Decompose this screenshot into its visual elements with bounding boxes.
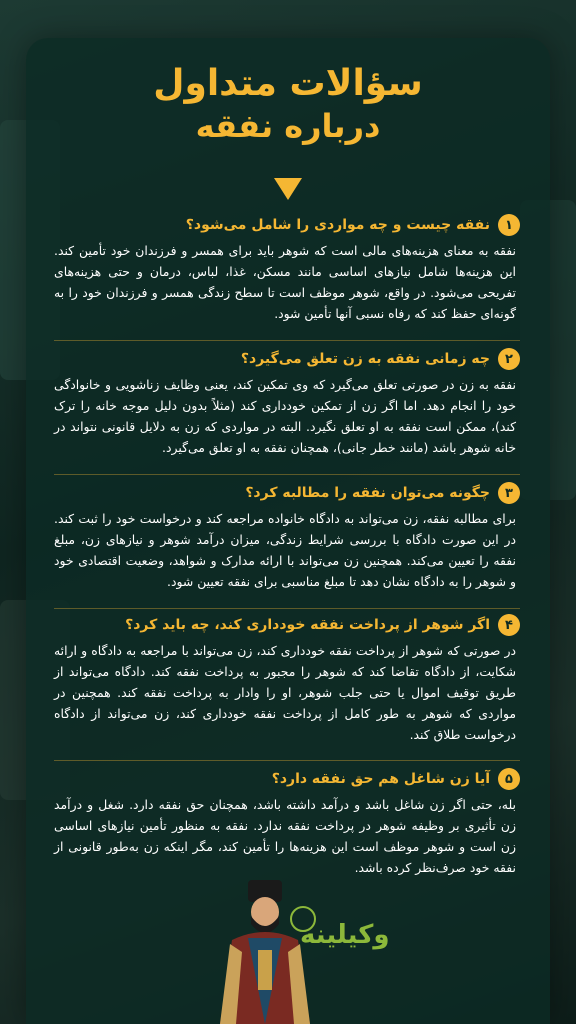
faq-question: چه زمانی نفقه به زن تعلق می‌گیرد؟ [240, 351, 490, 367]
faq-question: نفقه چیست و چه مواردی را شامل می‌شود؟ [185, 217, 490, 233]
question-number-badge: ۴ [498, 614, 520, 636]
triangle-down-icon [274, 178, 302, 200]
faq-answer: نفقه به معنای هزینه‌های مالی است که شوهر باید برای همسر و فرزندان خود تأمین کند. این هزینه‌ها شامل نیازهای اساسی مانند مسکن، غذا، لباس، درمان و حتی هزینه‌های تفریحی می‌شود. در واقع، شوهر موظف است تا سطح زندگی همسر و فرزندان خود را به گونه‌ای حفظ کند که رفاه نسبی آنها تأمین شود. [54, 243, 516, 321]
faq-question: چگونه می‌توان نفقه را مطالبه کرد؟ [245, 485, 490, 501]
faq-answer: نفقه به زن در صورتی تعلق می‌گیرد که وی تمکین کند، یعنی وظایف زناشویی و خانوادگی خود را انجام دهد. اما اگر زن از تمکین خودداری کند (مثلاً بدون دلیل موجه خانه را ترک کند)، ممکن است نفقه به او تعلق نگیرد. البته در مواردی که زن به دلایل قانونی نتواند در خانه شوهر باشد (مانند خطر جانی)، همچنان نفقه به او تعلق می‌گیرد. [54, 377, 516, 455]
faq-item-5 [54, 768, 520, 878]
faq-answer: بله، حتی اگر زن شاغل باشد و درآمد داشته باشد، همچنان حق نفقه دارد. شغل و درآمد زن تأثیری بر وظیفه شوهر در پرداخت نفقه ندارد. نفقه به منظور تأمین نیازهای اساسی زن است و شوهر موظف است این هزینه‌ها را تأمین کند، مگر اینکه زن به‌طور قانونی از نفقه خود صرف‌نظر کرده باشد. [54, 797, 516, 875]
question-number-badge: ۵ [498, 768, 520, 790]
faq-question-row [54, 348, 520, 370]
faq-item-2 [54, 348, 520, 458]
question-number-badge: ۱ [498, 214, 520, 236]
faq-question-row [54, 214, 520, 236]
faq-question-row [54, 482, 520, 504]
section-divider [54, 760, 520, 761]
faq-question: آیا زن شاغل هم حق نفقه دارد؟ [271, 771, 490, 787]
faq-item-4 [54, 614, 520, 745]
section-divider [54, 608, 520, 609]
qajar-figure-icon [210, 880, 320, 1024]
section-divider [54, 340, 520, 341]
title-line-1: سؤالات متداول [153, 63, 423, 104]
faq-question: اگر شوهر از پرداخت نفقه خودداری کند، چه باید کرد؟ [125, 617, 490, 633]
brand-logo: وکیلینه [300, 920, 390, 950]
faq-answer: برای مطالبه نفقه، زن می‌تواند به دادگاه خانواده مراجعه کند و درخواست خود را ثبت کند. در این صورت دادگاه با بررسی شرایط زندگی، میزان درآمد شوهر و نیازهای زن، مبلغ نفقه را تعیین می‌کند. همچنین زن می‌تواند با ارائه مدارک و شواهد، وضعیت اقتصادی خود و شوهر را به دادگاه نشان دهد تا مبلغ مناسبی برای نفقه تعیین شود. [54, 511, 516, 589]
question-number-badge: ۳ [498, 482, 520, 504]
section-divider [54, 474, 520, 475]
faq-question-row [54, 614, 520, 636]
faq-item-1 [54, 214, 520, 324]
faq-item-3 [54, 482, 520, 592]
question-number-badge: ۲ [498, 348, 520, 370]
faq-answer: در صورتی که شوهر از پرداخت نفقه خودداری کند، زن می‌تواند با مراجعه به دادگاه و ارائه شکایت، از دادگاه تقاضا کند که شوهر را مجبور به پرداخت نفقه کند. دادگاه می‌تواند از طریق توقیف اموال یا حتی جلب شوهر، او را وادار به پرداخت نفقه کند. همچنین در مواردی که شوهر به طور کامل از پرداخت نفقه خودداری کند، زن می‌تواند از دادگاه درخواست طلاق کند. [54, 643, 516, 742]
page-title [0, 62, 576, 146]
title-line-2: درباره نفقه [195, 107, 381, 145]
faq-question-row [54, 768, 520, 790]
